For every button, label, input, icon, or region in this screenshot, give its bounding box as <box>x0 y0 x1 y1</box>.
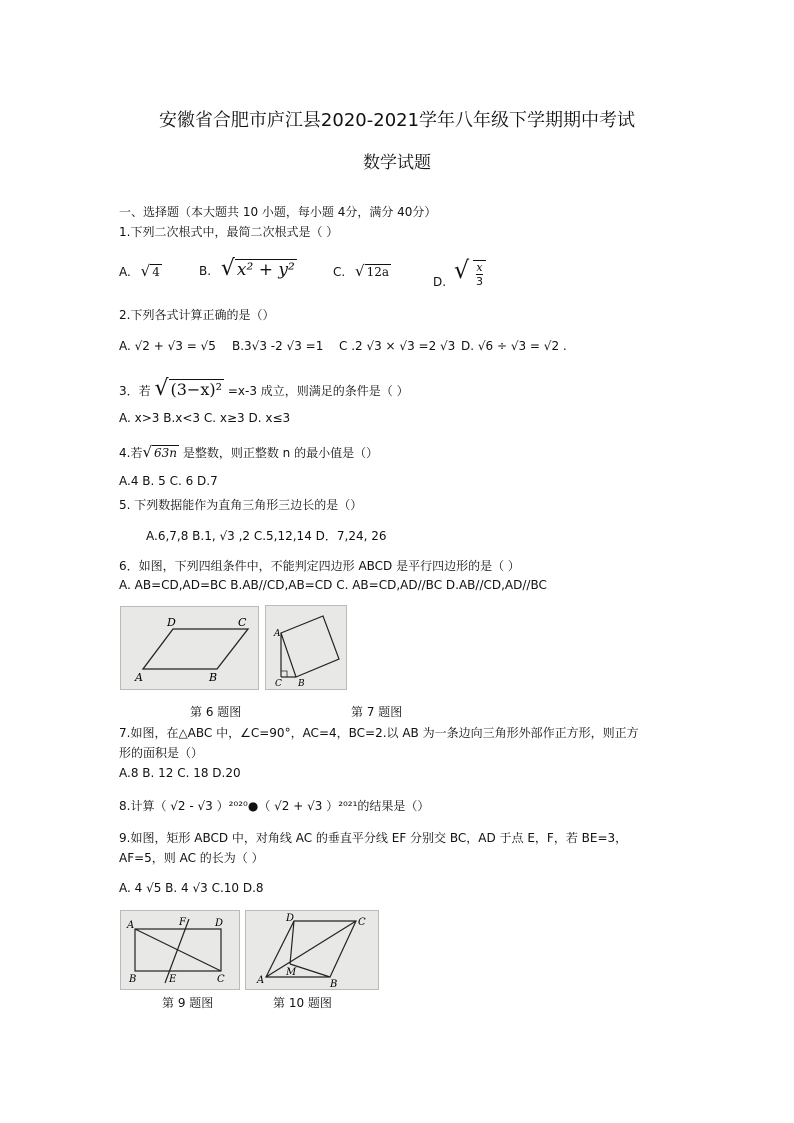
label-e: E <box>169 974 177 985</box>
question-3-radicand: (3−x)² <box>170 380 223 399</box>
question-2-option-c: C .2 √3 × √3 =2 √3 <box>339 339 456 353</box>
figure-7-caption: 第 7 题图 <box>351 705 403 719</box>
question-3-stem: 3．若 √ (3−x)² =x-3 成立，则满足的条件是（ ） <box>119 376 409 401</box>
question-1-stem: 1.下列二次根式中，最简二次根式是（ ） <box>119 225 339 239</box>
question-7-options: A.8 B. 12 C. 18 D.20 <box>119 766 241 780</box>
question-1-option-d: D. √ $\frac{x}{3}$ <box>433 256 486 288</box>
label-a: A <box>257 975 265 986</box>
figure-9 <box>120 910 240 990</box>
section-heading: 一、选择题（本大题共 10 小题，每小题 4分，满分 40分） <box>119 205 437 219</box>
question-3-prefix: 3．若 <box>119 384 151 398</box>
question-8-stem: 8.计算（ √2 - √3 ）²⁰²⁰●（ √2 + √3 ）²⁰²¹的结果是（） <box>119 799 430 813</box>
figure-6 <box>120 606 259 690</box>
option-c-radicand: 12a <box>366 265 390 279</box>
question-9-line-2: AF=5，则 AC 的长为（ ） <box>119 851 264 865</box>
question-2-stem: 2.下列各式计算正确的是（） <box>119 308 275 322</box>
label-a: A <box>135 671 143 684</box>
question-6-stem: 6．如图，下列四组条件中，不能判定四边形 ABCD 是平行四边形的是（ ） <box>119 559 520 573</box>
question-2-option-a: A. √2 + √3 = √5 <box>119 339 216 353</box>
question-9-line-1: 9.如图，矩形 ABCD 中，对角线 AC 的垂直平分线 EF 分别交 BC，AD 于点 E，F，若 BE=3， <box>119 831 628 845</box>
question-3-suffix: =x-3 成立，则满足的条件是（ ） <box>227 384 409 398</box>
fraction-denominator: 3 <box>476 275 484 288</box>
label-c: C <box>238 616 247 629</box>
question-4-radicand: 63n <box>154 446 178 460</box>
option-a-label: A. <box>119 265 131 279</box>
label-b: B <box>129 974 137 985</box>
option-b-label: B. <box>199 264 212 278</box>
option-d-label: D. <box>433 275 447 289</box>
option-b-radicand: x² + y² <box>236 260 295 280</box>
label-f: F <box>179 917 186 928</box>
label-b: B <box>209 671 218 684</box>
question-1-option-b: B. √ x² + y² <box>199 256 295 281</box>
question-5-options: A.6,7,8 B.1, √3 ,2 C.5,12,14 D．7,24, 26 <box>146 529 387 543</box>
label-a: A <box>127 920 135 931</box>
document-subtitle: 数学试题 <box>363 153 431 173</box>
label-a: A <box>274 629 281 639</box>
label-m: M <box>286 967 297 978</box>
question-4-stem: 4.若√ 63n 是整数，则正整数 n 的最小值是（） <box>119 443 379 461</box>
label-d: D <box>286 913 295 924</box>
question-4-options: A.4 B. 5 C. 6 D.7 <box>119 474 218 488</box>
question-4-prefix: 4.若 <box>119 446 143 460</box>
option-c-label: C. <box>333 265 346 279</box>
rectangle-bisector-diagram <box>121 911 239 989</box>
label-b: B <box>330 979 338 989</box>
option-a-radicand: 4 <box>152 265 160 279</box>
label-d: D <box>167 616 176 629</box>
document-title: 安徽省合肥市庐江县2020-2021学年八年级下学期期中考试 <box>158 110 636 131</box>
label-c: C <box>217 974 225 985</box>
rhombus-diagram <box>246 911 378 989</box>
figure-7 <box>265 605 347 690</box>
question-1-option-c: C. √ 12a <box>333 262 390 280</box>
question-2-option-d: D. √6 ÷ √3 = √2 . <box>461 339 567 353</box>
question-5-stem: 5. 下列数据能作为直角三角形三边长的是（） <box>119 498 363 512</box>
square-triangle-diagram <box>266 606 346 689</box>
figure-9-caption: 第 9 题图 <box>162 996 214 1010</box>
parallelogram-diagram <box>121 607 258 689</box>
question-9-options: A. 4 √5 B. 4 √3 C.10 D.8 <box>119 881 264 895</box>
label-c: C <box>275 679 282 689</box>
question-7-line-2: 形的面积是（） <box>119 746 204 760</box>
question-2-option-b: B.3√3 -2 √3 =1 <box>232 339 324 353</box>
question-7-line-1: 7.如图，在△ABC 中，∠C=90°，AC=4，BC=2.以 AB 为一条边向三角形外部作正方形，则正方 <box>119 726 639 740</box>
question-6-options: A. AB=CD,AD=BC B.AB//CD,AB=CD C. AB=CD,AD//BC D.AB//CD,AD//BC <box>119 578 547 592</box>
question-3-options: A. x>3 B.x<3 C. x≥3 D. x≤3 <box>119 411 291 425</box>
label-d: D <box>215 918 224 929</box>
question-4-suffix: 是整数，则正整数 n 的最小值是（） <box>182 446 379 460</box>
figure-10-caption: 第 10 题图 <box>273 996 332 1010</box>
label-b: B <box>298 679 305 689</box>
label-c: C <box>358 917 366 928</box>
question-1-options: A. √ 4 <box>119 262 160 280</box>
figure-10 <box>245 910 379 990</box>
fraction-numerator: x <box>476 261 483 274</box>
figure-6-caption: 第 6 题图 <box>190 705 242 719</box>
